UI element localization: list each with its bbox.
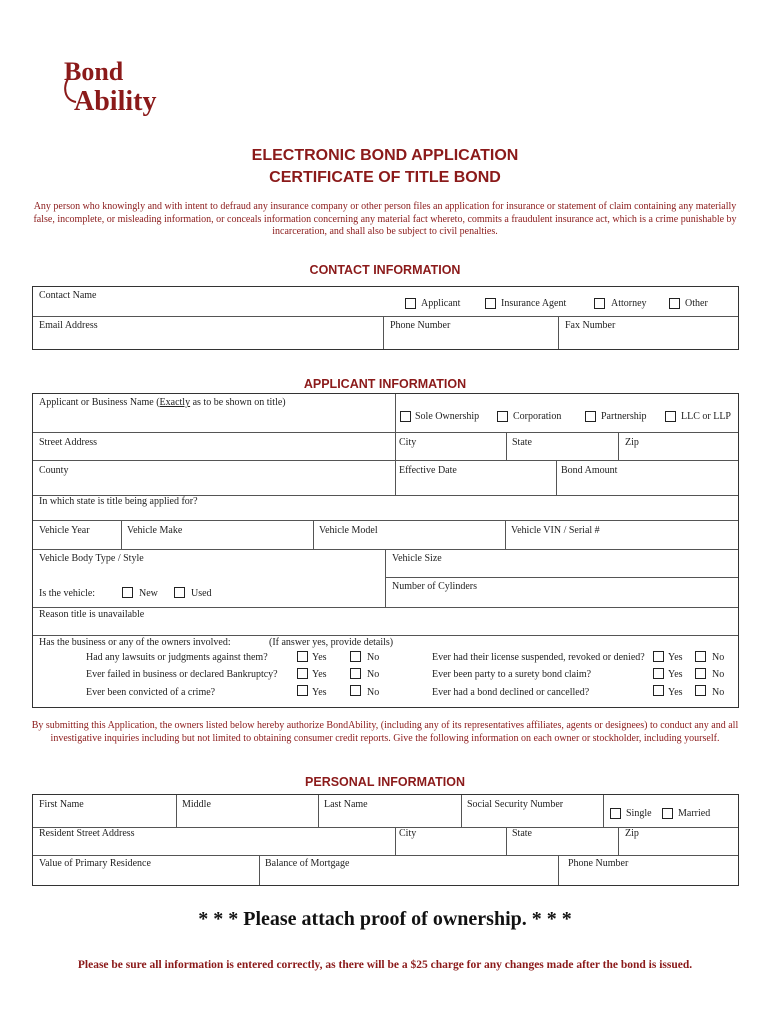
attach-proof-notice: * * * Please attach proof of ownership. * * * xyxy=(198,908,572,930)
mortgage-label: Balance of Mortgage xyxy=(265,858,350,869)
license-yes-checkbox[interactable] xyxy=(653,651,664,662)
crime-no-checkbox[interactable] xyxy=(350,685,361,696)
title-state-label: In which state is title being applied for? xyxy=(39,496,198,507)
declined-no-checkbox[interactable] xyxy=(695,685,706,696)
contact-name-label: Contact Name xyxy=(39,290,97,301)
crime-question: Ever been convicted of a crime? xyxy=(86,687,216,698)
vehicle-year-label: Vehicle Year xyxy=(39,525,90,536)
zip-label: Zip xyxy=(625,437,639,448)
state-label: State xyxy=(512,437,532,448)
attorney-label: Attorney xyxy=(611,298,647,309)
page-title: ELECTRONIC BOND APPLICATION xyxy=(251,147,519,164)
personal-city-label: City xyxy=(399,828,417,839)
vehicle-make-label: Vehicle Make xyxy=(127,525,183,536)
no-label: No xyxy=(367,687,380,698)
vehicle-model-label: Vehicle Model xyxy=(319,525,378,536)
yes-label: Yes xyxy=(668,669,683,680)
no-label: No xyxy=(712,652,725,663)
no-label: No xyxy=(367,669,380,680)
personal-box xyxy=(32,794,739,886)
yes-label: Yes xyxy=(312,669,327,680)
yes-label: Yes xyxy=(312,652,327,663)
phone-label: Phone Number xyxy=(390,320,451,331)
married-checkbox[interactable] xyxy=(662,808,673,819)
logo-bond: Bond xyxy=(64,57,124,86)
is-vehicle-label: Is the vehicle: xyxy=(39,588,96,599)
county-label: County xyxy=(39,465,69,476)
other-checkbox[interactable] xyxy=(669,298,680,309)
bond-declined-question: Ever had a bond declined or cancelled? xyxy=(432,687,590,698)
lawsuits-no-checkbox[interactable] xyxy=(350,651,361,662)
applicant-box xyxy=(32,393,739,708)
change-charge-notice: Please be sure all information is entered correctly, as there will be a $25 charge for any changes made after the bond is issued. xyxy=(77,959,693,971)
bondability-logo xyxy=(60,56,200,120)
contact-section-title: CONTACT INFORMATION xyxy=(309,263,461,277)
reason-label: Reason title is unavailable xyxy=(39,609,145,620)
partnership-checkbox[interactable] xyxy=(585,411,596,422)
new-label: New xyxy=(139,588,158,599)
lawsuits-question: Had any lawsuits or judgments against them? xyxy=(86,652,268,663)
attorney-checkbox[interactable] xyxy=(594,298,605,309)
new-checkbox[interactable] xyxy=(122,587,133,598)
applicant-label: Applicant xyxy=(421,298,461,309)
business-name-label: Applicant or Business Name (Exactly as to be shown on title) xyxy=(39,397,286,408)
vehicle-size-label: Vehicle Size xyxy=(392,553,442,564)
fax-label: Fax Number xyxy=(565,320,616,331)
email-label: Email Address xyxy=(39,320,98,331)
crime-yes-checkbox[interactable] xyxy=(297,685,308,696)
yes-label: Yes xyxy=(668,652,683,663)
first-name-label: First Name xyxy=(39,799,84,810)
no-label: No xyxy=(712,669,725,680)
street-label: Street Address xyxy=(39,437,98,448)
no-label: No xyxy=(367,652,380,663)
personal-phone-label: Phone Number xyxy=(568,858,629,869)
license-no-checkbox[interactable] xyxy=(695,651,706,662)
personal-zip-label: Zip xyxy=(625,828,639,839)
used-label: Used xyxy=(191,588,212,599)
bond-amount-label: Bond Amount xyxy=(561,465,618,476)
body-type-label: Vehicle Body Type / Style xyxy=(39,553,144,564)
residence-value-label: Value of Primary Residence xyxy=(39,858,151,869)
cylinders-label: Number of Cylinders xyxy=(392,581,477,592)
partnership-label: Partnership xyxy=(601,411,647,422)
bankruptcy-yes-checkbox[interactable] xyxy=(297,668,308,679)
page-subtitle: CERTIFICATE OF TITLE BOND xyxy=(269,169,501,186)
personal-state-label: State xyxy=(512,828,532,839)
married-label: Married xyxy=(678,808,711,819)
llc-label: LLC or LLP xyxy=(681,411,731,422)
yes-label: Yes xyxy=(312,687,327,698)
logo-ability: Ability xyxy=(74,86,157,117)
insurance-agent-checkbox[interactable] xyxy=(485,298,496,309)
sole-ownership-checkbox[interactable] xyxy=(400,411,411,422)
used-checkbox[interactable] xyxy=(174,587,185,598)
bankruptcy-no-checkbox[interactable] xyxy=(350,668,361,679)
bankruptcy-question: Ever failed in business or declared Bankruptcy? xyxy=(86,669,278,680)
license-question: Ever had their license suspended, revoked or denied? xyxy=(432,652,645,663)
lawsuits-yes-checkbox[interactable] xyxy=(297,651,308,662)
personal-section-title: PERSONAL INFORMATION xyxy=(305,775,465,789)
yes-label: Yes xyxy=(668,687,683,698)
insurance-agent-label: Insurance Agent xyxy=(501,298,567,309)
contact-box xyxy=(32,286,739,350)
sole-ownership-label: Sole Ownership xyxy=(415,411,480,422)
involved-label: Has the business or any of the owners involved: xyxy=(39,637,231,648)
city-label: City xyxy=(399,437,417,448)
llc-checkbox[interactable] xyxy=(665,411,676,422)
surety-no-checkbox[interactable] xyxy=(695,668,706,679)
single-checkbox[interactable] xyxy=(610,808,621,819)
middle-label: Middle xyxy=(182,799,211,810)
applicant-checkbox[interactable] xyxy=(405,298,416,309)
applicant-section-title: APPLICANT INFORMATION xyxy=(303,377,467,391)
single-label: Single xyxy=(626,808,652,819)
last-name-label: Last Name xyxy=(324,799,368,810)
no-label: No xyxy=(712,687,725,698)
authorization-text: By submitting this Application, the owners listed below hereby authorize BondAbility, (including any of its representatives affiliates, agents or designees) to conduct any and all investigative inquiries including but not limited to obtaining consumer credit reports. Give the following information on each owner or stockholder, including yourself. xyxy=(31,720,739,744)
declined-yes-checkbox[interactable] xyxy=(653,685,664,696)
details-label: (If answer yes, provide details) xyxy=(269,637,394,648)
other-label: Other xyxy=(685,298,708,309)
effective-date-label: Effective Date xyxy=(399,465,457,476)
corporation-checkbox[interactable] xyxy=(497,411,508,422)
ssn-label: Social Security Number xyxy=(467,799,564,810)
vehicle-vin-label: Vehicle VIN / Serial # xyxy=(511,525,600,536)
fraud-warning: Any person who knowingly and with intent to defraud any insurance company or other person files an application for insurance or statement of claim containing any materially false, incomplete, or misleading information, or conceals information concerning any material fact whereto, commits a fraudulent insurance act, which is a crime punishable by incarceration, and shall also be subject to civil penalties. xyxy=(33,201,737,237)
surety-yes-checkbox[interactable] xyxy=(653,668,664,679)
surety-claim-question: Ever been party to a surety bond claim? xyxy=(432,669,592,680)
corporation-label: Corporation xyxy=(513,411,562,422)
resident-street-label: Resident Street Address xyxy=(39,828,135,839)
